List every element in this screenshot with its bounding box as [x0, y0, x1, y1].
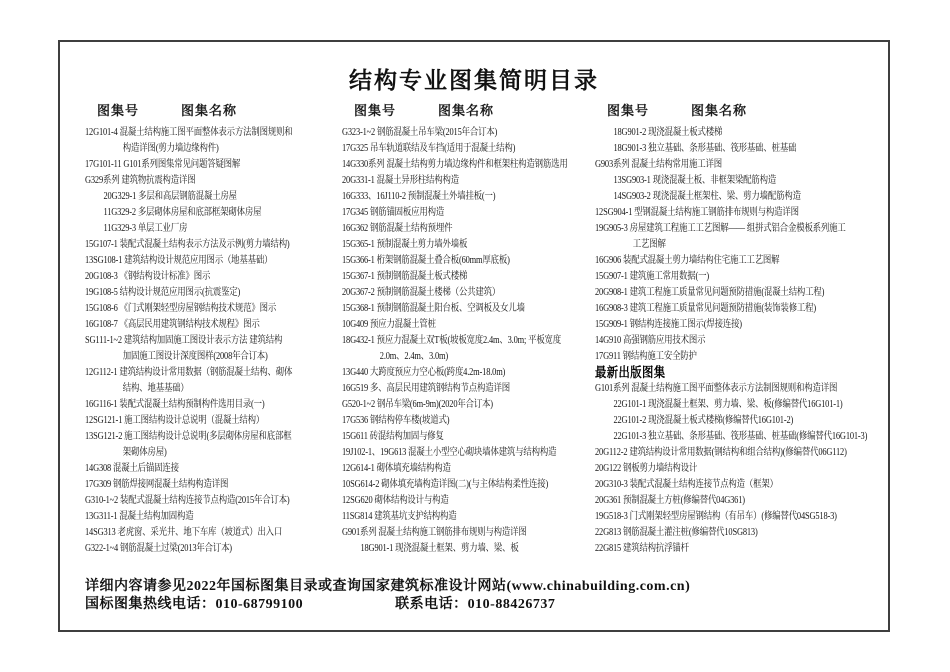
catalog-line: 20G908-1 建筑工程施工质量常见问题预防措施(混凝土结构工程) [595, 287, 825, 298]
catalog-line: 18G432-1 预应力混凝土双T板(坡板宽度2.4m、3.0m; 平板宽度 [342, 335, 562, 346]
catalog-line: 19G518-3 门式刚架轻型房屋钢结构（有吊车）(修编替代04SG518-3) [595, 511, 837, 522]
catalog-line: 10SG614-2 砌体填充墙构造详图(二)(与主体结构柔性连接) [342, 479, 549, 490]
catalog-line: 12SG121-1 施工图结构设计总说明（混凝土结构） [85, 415, 265, 426]
page-border-frame [58, 40, 890, 632]
catalog-line: 12G614-1 砌体填充墙结构构造 [342, 463, 451, 474]
catalog-line: 18G901-2 现浇混凝土板式楼梯 [613, 127, 723, 138]
catalog-line: 22G101-3 独立基础、条形基础、筏形基础、桩基础(修编替代16G101-3) [613, 431, 868, 442]
catalog-line: 16G116-1 装配式混凝土结构预制构件选用目录(一) [85, 399, 265, 410]
header-atlas-name: 图集名称 [438, 103, 495, 118]
catalog-line: G903系列 混凝土结构常用施工详图 [595, 159, 722, 170]
catalog-line: 12SG620 砌体结构设计与构造 [342, 495, 449, 506]
catalog-line: G101系列 混凝土结构施工图平面整体表示方法制图规则和构造详图 [595, 383, 838, 394]
catalog-line: 架砌体房屋) [122, 447, 167, 458]
header-atlas-number: 图集号 [607, 103, 650, 118]
header-atlas-name: 图集名称 [691, 103, 748, 118]
column-header [595, 100, 890, 122]
catalog-line: 15G108-6 《门式刚架轻型房屋钢结构技术规范》图示 [85, 303, 277, 314]
catalog-lines [85, 125, 342, 557]
catalog-line: 11G329-2 多层砌体房屋和底部框架砌体房屋 [103, 207, 262, 218]
catalog-line: 20G310-3 装配式混凝土结构连接节点构造（框架） [595, 479, 778, 490]
catalog-line: 16G333、16J110-2 预制混凝土外墙挂板(一) [342, 191, 496, 202]
catalog-line: 13SG121-2 施工图结构设计总说明(多层砌体房屋和底部框 [85, 431, 292, 442]
catalog-line: 14G330系列 混凝土结构剪力墙边缘构件和框架柱构造钢筋选用 [342, 159, 568, 170]
catalog-line: 22G813 钢筋混凝土灌注桩(修编替代10SG813) [595, 527, 758, 538]
catalog-line: 2.0m、2.4m、3.0m) [379, 351, 448, 362]
catalog-line: 18G901-1 现浇混凝土框架、剪力墙、梁、板 [360, 543, 519, 554]
catalog-columns [60, 100, 888, 557]
catalog-line: 14G308 混凝土后锚固连接 [85, 463, 179, 474]
catalog-line: 16G108-7 《高层民用建筑钢结构技术规程》图示 [85, 319, 260, 330]
header-atlas-number: 图集号 [97, 103, 140, 118]
catalog-lines [595, 125, 890, 557]
catalog-line: 16G908-3 建筑工程施工质量常见问题预防措施(装饰装修工程) [595, 303, 817, 314]
catalog-column-1 [85, 100, 342, 557]
catalog-line: 22G101-2 现浇混凝土板式楼梯(修编替代16G101-2) [613, 415, 794, 426]
catalog-line: 加固施工图设计深度图样(2008年合订本) [122, 351, 268, 362]
catalog-line: 13G440 大跨度预应力空心板(跨度4.2m-18.0m) [342, 367, 506, 378]
footer-note: 详细内容请参见2022年国标图集目录或查询国家建筑标准设计网站(www.chinabuilding.com.cn) [85, 579, 691, 594]
catalog-line: 17G309 钢筋焊接网混凝土结构构造详图 [85, 479, 229, 490]
catalog-line: 16G906 装配式混凝土剪力墙结构住宅施工工艺图解 [595, 255, 780, 266]
column-header [342, 100, 595, 122]
catalog-line: 17G345 钢筋锚固板应用构造 [342, 207, 445, 218]
hotline-phone: 国标图集热线电话：010-68799100 [85, 597, 304, 612]
catalog-line: 20G367-2 预制钢筋混凝土楼梯（公共建筑） [342, 287, 501, 298]
catalog-line: 20G112-2 建筑结构设计常用数据(钢结构和组合结构)(修编替代06G112) [595, 447, 847, 458]
catalog-line: G310-1~2 装配式混凝土结构连接节点构造(2015年合订本) [85, 495, 290, 506]
catalog-line: 17G536 钢结构停车楼(坡道式) [342, 415, 450, 426]
catalog-line: 19G108-5 结构设计规范应用图示(抗震鉴定) [85, 287, 241, 298]
page-footer [85, 578, 690, 614]
catalog-line: G901系列 混凝土结构施工钢筋排布规则与构造详图 [342, 527, 527, 538]
catalog-line: G329系列 建筑物抗震构造详图 [85, 175, 196, 186]
catalog-line: 17G325 吊车轨道联结及车挡(适用于混凝土结构) [342, 143, 516, 154]
header-atlas-number: 图集号 [354, 103, 397, 118]
catalog-line: 14SG313 老虎窗、采光井、地下车库（坡道式）出入口 [85, 527, 283, 538]
catalog-line: 13SG108-1 建筑结构设计规范应用图示（地基基础） [85, 255, 273, 266]
catalog-line: 14G910 高强钢筋应用技术图示 [595, 335, 706, 346]
catalog-line: 14SG903-2 现浇混凝土框架柱、梁、剪力墙配筋构造 [613, 191, 801, 202]
catalog-line: SG111-1~2 建筑结构加固施工图设计表示方法 建筑结构 [85, 335, 283, 346]
catalog-line: 12G112-1 建筑结构设计常用数据（钢筋混凝土结构、砌体 [85, 367, 293, 378]
catalog-line: 16G362 钢筋混凝土结构预埋件 [342, 223, 453, 234]
catalog-line: 15G107-1 装配式混凝土结构表示方法及示例(剪力墙结构) [85, 239, 290, 250]
catalog-line: 17G911 钢结构施工安全防护 [595, 351, 697, 362]
catalog-line: 11SG814 建筑基坑支护结构构造 [342, 511, 457, 522]
catalog-line: 20G122 钢板剪力墙结构设计 [595, 463, 698, 474]
footer-contacts [85, 596, 690, 614]
catalog-line: 工艺图解 [632, 239, 666, 250]
contact-phone: 联系电话：010-88426737 [395, 597, 556, 612]
catalog-line: 13G311-1 混凝土结构加固构造 [85, 511, 194, 522]
catalog-line: 15G367-1 预制钢筋混凝土板式楼梯 [342, 271, 468, 282]
catalog-line: 20G329-1 多层和高层钢筋混凝土房屋 [103, 191, 237, 202]
page-title: 结构专业图集简明目录 [349, 68, 599, 93]
catalog-line: 22G101-1 现浇混凝土框架、剪力墙、梁、板(修编替代16G101-1) [613, 399, 843, 410]
catalog-line: G520-1~2 钢吊车梁(6m-9m)(2020年合订本) [342, 399, 493, 410]
catalog-line: 20G331-1 混凝土异形柱结构构造 [342, 175, 459, 186]
catalog-line: G322-1~4 钢筋混凝土过梁(2013年合订本) [85, 543, 232, 554]
catalog-line: 17G101-11 G101系列图集常见问题答疑图解 [85, 159, 241, 170]
catalog-line: 19G905-3 房屋建筑工程施工工艺图解—— 组拼式铝合金模板系列施工 [595, 223, 846, 234]
catalog-line: 13SG903-1 现浇混凝土板、非框架梁配筋构造 [613, 175, 777, 186]
section-heading: 最新出版图集 [595, 365, 666, 380]
catalog-line: 12G101-4 混凝土结构施工图平面整体表示方法制图规则和 [85, 127, 293, 138]
catalog-line: 18G901-3 独立基础、条形基础、筏形基础、桩基础 [613, 143, 797, 154]
catalog-line: 10G409 预应力混凝土管桩 [342, 319, 436, 330]
catalog-line: 12SG904-1 型钢混凝土结构施工钢筋排布规则与构造详图 [595, 207, 799, 218]
catalog-line: G323-1~2 钢筋混凝土吊车梁(2015年合订本) [342, 127, 498, 138]
catalog-line: 构造详图(剪力墙边缘构件) [122, 143, 219, 154]
catalog-line: 15G368-1 预制钢筋混凝土阳台板、空调板及女儿墙 [342, 303, 525, 314]
catalog-line: 15G365-1 预制混凝土剪力墙外墙板 [342, 239, 468, 250]
catalog-line: 11G329-3 单层工业厂房 [103, 223, 188, 234]
header-atlas-name: 图集名称 [181, 103, 238, 118]
catalog-lines [342, 125, 595, 557]
catalog-column-2 [342, 100, 595, 557]
catalog-line: 20G361 预制混凝土方桩(修编替代04G361) [595, 495, 745, 506]
catalog-line: 19J102-1、19G613 混凝土小型空心砌块墙体建筑与结构构造 [342, 447, 557, 458]
catalog-line: 16G519 多、高层民用建筑钢结构节点构造详图 [342, 383, 510, 394]
column-header [85, 100, 342, 122]
catalog-line: 15G907-1 建筑施工常用数据(一) [595, 271, 710, 282]
catalog-line: 20G108-3 《钢结构设计标准》图示 [85, 271, 211, 282]
catalog-line: 15G909-1 钢结构连接施工图示(焊接连接) [595, 319, 742, 330]
catalog-line: 15G611 砖混结构加固与修复 [342, 431, 444, 442]
catalog-line: 22G815 建筑结构抗浮锚杆 [595, 543, 689, 554]
catalog-line: 结构、地基基础） [122, 383, 189, 394]
catalog-column-3 [595, 100, 890, 557]
catalog-line: 15G366-1 桁架钢筋混凝土叠合板(60mm厚底板) [342, 255, 510, 266]
